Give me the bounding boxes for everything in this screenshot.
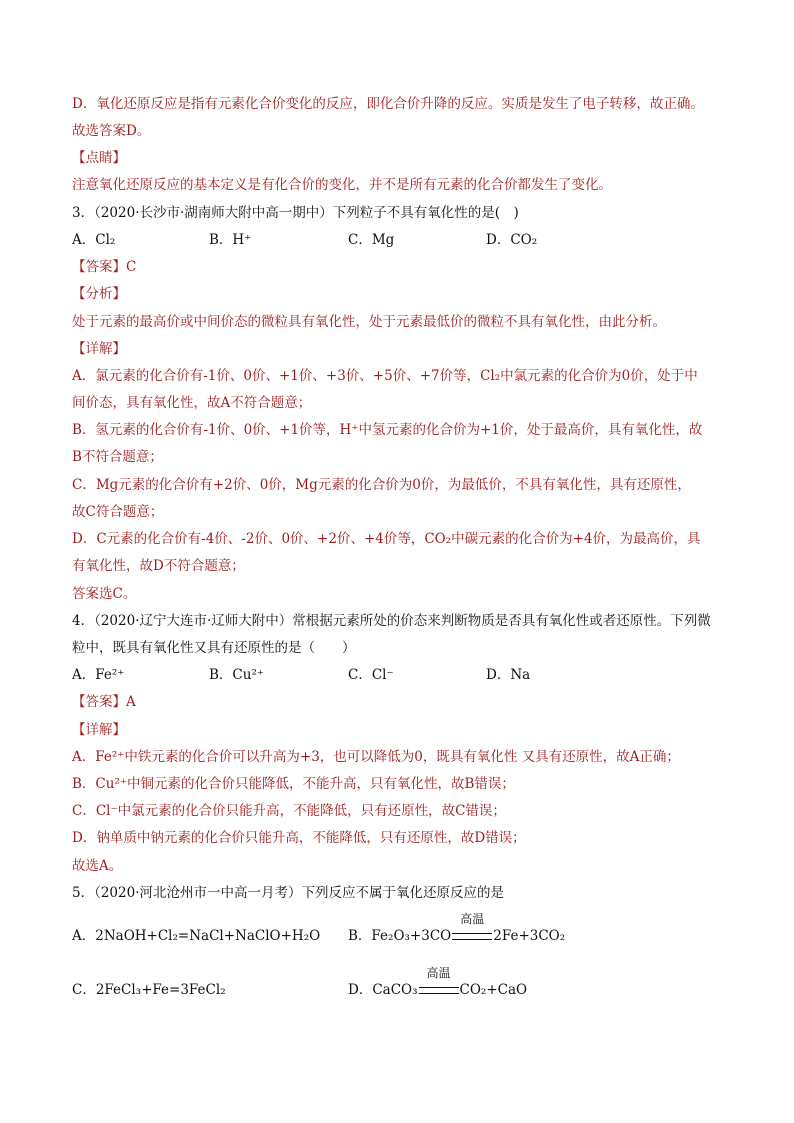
q3-option-b: B．H⁺ <box>209 232 252 248</box>
q5-option-a: A．2NaOH+Cl₂=NaCl+NaClO+H₂O <box>72 928 321 944</box>
q3-expl-b-1: B．氢元素的化合价有-1价、0价、+1价等，H⁺中氢元素的化合价为+1价，处于最高价，具有氧化性，故 <box>72 422 703 438</box>
label-dianjing: 【点睛】 <box>72 150 126 166</box>
q4-option-a: A．Fe²⁺ <box>72 667 125 683</box>
q3-label-fenxi: 【分析】 <box>72 286 126 302</box>
reaction-condition-label: 高温 <box>426 966 451 980</box>
q4-answer: 【答案】A <box>72 694 136 710</box>
prev-conclusion: 故选答案D。 <box>72 123 151 139</box>
prev-option-d-line: D．氧化还原反应是指有元素化合价变化的反应，即化合价升降的反应。实质是发生了电子转移，故正确。 <box>72 96 704 112</box>
q5-option-d-reactants: D．CaCO₃ <box>348 982 418 998</box>
q3-option-c: C．Mg <box>348 232 395 248</box>
q3-stem: 3．（2020·长沙市·湖南师大附中高一期中）下列粒子不具有氧化性的是( ) <box>72 205 519 221</box>
dianjing-text: 注意氧化还原反应的基本定义是有化合价的变化，并不是所有元素的化合价都发生了变化。 <box>72 177 612 193</box>
q4-expl-d: D．钠单质中钠元素的化合价只能升高，不能降低，只有还原性，故D错误； <box>72 830 526 846</box>
q5-stem: 5．（2020·河北沧州市一中高一月考）下列反应不属于氧化还原反应的是 <box>72 885 504 901</box>
q3-answer: 【答案】C <box>72 259 137 275</box>
double-line-symbol <box>452 933 492 940</box>
q3-expl-b-2: B不符合题意； <box>72 449 163 465</box>
q4-expl-b: B．Cu²⁺中铜元素的化合价只能降低，不能升高，只有氧化性，故B错误； <box>72 776 515 792</box>
q5-option-c: C．2FeCl₃+Fe=3FeCl₂ <box>72 982 226 998</box>
q3-expl-a-2: 间价态，具有氧化性，故A不符合题意； <box>72 395 312 411</box>
q3-expl-d-2: 有氧化性，故D不符合题意； <box>72 558 245 574</box>
q3-option-d: D．CO₂ <box>486 232 538 248</box>
q4-stem-line-2: 粒中，既具有氧化性又具有还原性的是（ ） <box>72 640 356 656</box>
q3-option-a: A．Cl₂ <box>72 232 116 248</box>
q3-fenxi-text: 处于元素的最高价或中间价态的微粒具有氧化性，处于元素最低价的微粒不具有氧化性，由此分析。 <box>72 314 666 330</box>
q3-expl-a-1: A．氯元素的化合价有-1价、0价、+1价、+3价、+5价、+7价等，Cl₂中氯元素的化合价为0价，处于中 <box>72 368 698 384</box>
q3-expl-c-1: C．Mg元素的化合价有+2价、0价，Mg元素的化合价为0价，为最低价，不具有氧化性，具有还原性， <box>72 477 691 493</box>
q4-expl-c: C．Cl⁻中氯元素的化合价只能升高，不能降低，只有还原性，故C错误； <box>72 803 506 819</box>
q4-option-d: D．Na <box>486 667 531 683</box>
q4-conclusion: 故选A。 <box>72 858 123 874</box>
double-line-symbol <box>419 987 459 994</box>
q5-option-d <box>348 966 528 999</box>
q3-label-xiangjie: 【详解】 <box>72 341 126 357</box>
q4-label-xiangjie: 【详解】 <box>72 722 126 738</box>
q5-option-b-products: 2Fe+3CO₂ <box>493 928 566 944</box>
reaction-condition-arrow <box>419 966 459 999</box>
q3-expl-d-1: D．C元素的化合价有-4价、-2价、0价、+2价、+4价等，CO₂中碳元素的化合价为+4价，为最高价，具 <box>72 531 701 547</box>
q4-option-b: B．Cu²⁺ <box>209 667 264 683</box>
q4-option-c: C．Cl⁻ <box>348 667 394 683</box>
q5-option-b <box>348 912 566 945</box>
reaction-condition-label: 高温 <box>460 912 485 926</box>
q4-expl-a: A．Fe²⁺中铁元素的化合价可以升高为+3，也可以降低为0，既具有氧化性 又具有还原性，故A正确； <box>72 749 680 765</box>
q5-option-b-reactants: B．Fe₂O₃+3CO <box>348 928 452 944</box>
q4-stem-line-1: 4．（2020·辽宁大连市·辽师大附中）常根据元素所处的价态来判断物质是否具有氧化性或者还原性。下列微 <box>72 613 711 629</box>
reaction-condition-arrow <box>452 912 492 945</box>
q3-conclusion: 答案选C。 <box>72 586 137 602</box>
q3-expl-c-2: 故C符合题意； <box>72 504 164 520</box>
q5-option-d-products: CO₂+CaO <box>459 982 528 998</box>
